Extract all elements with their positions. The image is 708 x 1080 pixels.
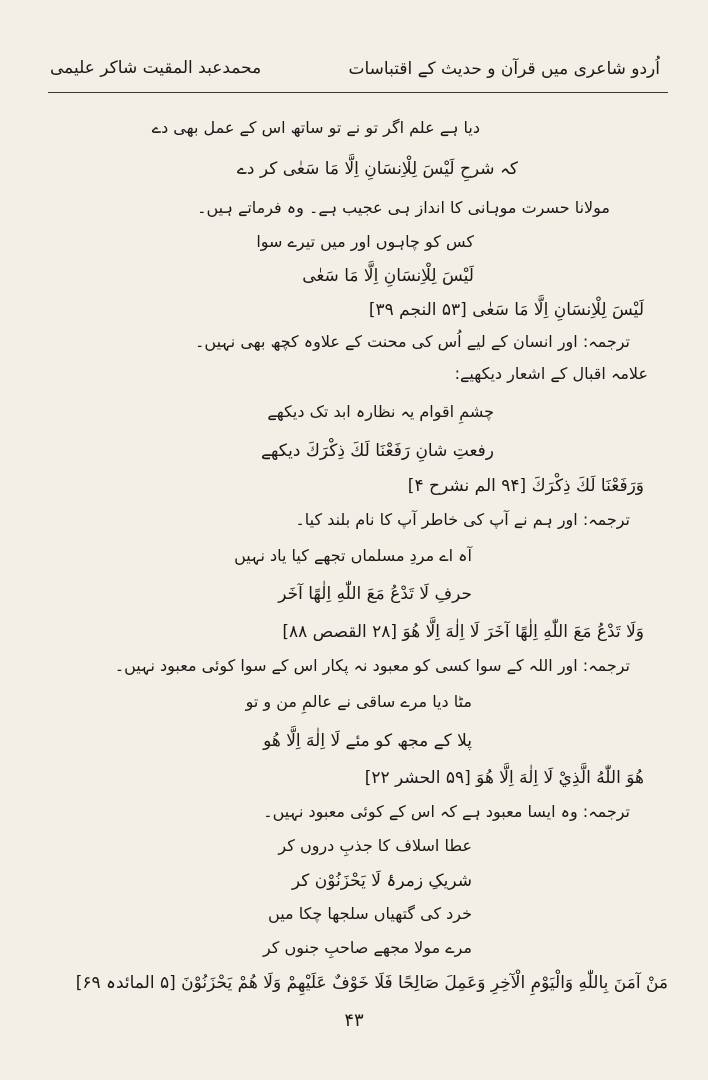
translation-line: ترجمہ: اور انسان کے لیے اُس کی محنت کے علاوہ کچھ بھی نہیں۔ bbox=[195, 332, 630, 351]
poem-line: خرد کی گتھیاں سلجھا چکا میں bbox=[268, 904, 472, 923]
translation-line: ترجمہ: اور ہم نے آپ کی خاطر آپ کا نام بلند کیا۔ bbox=[295, 510, 630, 529]
poem-line: چشمِ اقوام یہ نظارہ ابد تک دیکھے bbox=[267, 402, 494, 421]
quran-reference: وَرَفَعْنَا لَكَ ذِكْرَكَ [۹۴ الم نشرح ۴] bbox=[407, 476, 644, 496]
header-rule bbox=[48, 92, 668, 93]
poem-line: کہ شرحِ لَيْسَ لِلْاِنسَانِ اِلَّا مَا سَعٰى کر دے bbox=[236, 159, 518, 179]
quran-reference: لَيْسَ لِلْاِنسَانِ اِلَّا مَا سَعٰى [۵۳ النجم ۳۹] bbox=[368, 300, 644, 320]
poem-line: پلا کے مجھ کو مئے لَا اِلٰهَ اِلَّا هُو bbox=[263, 731, 472, 751]
poem-line: حرفِ لَا تَدْعُ مَعَ اللّٰهِ اِلٰهًا آخَر bbox=[278, 584, 472, 604]
poem-line: لَيْسَ لِلْاِنسَانِ اِلَّا مَا سَعٰى bbox=[302, 266, 474, 286]
poem-line: رفعتِ شانِ رَفَعْنَا لَكَ ذِكْرَكَ دیکھے bbox=[260, 441, 494, 461]
translation-line: ترجمہ: اور اللہ کے سوا کسی کو معبود نہ پکار اس کے سوا کوئی معبود نہیں۔ bbox=[114, 656, 630, 675]
running-header bbox=[40, 52, 668, 88]
quran-reference: وَلَا تَدْعُ مَعَ اللّٰهِ اِلٰهًا آخَرَ لَا اِلٰهَ اِلَّا هُوَ [۲۸ القصص ۸۸] bbox=[282, 622, 644, 642]
page-number: ۴۳ bbox=[344, 1010, 364, 1031]
poem-line: عطا اسلاف کا جذبِ دروں کر bbox=[278, 836, 472, 855]
translation-line: ترجمہ: وہ ایسا معبود ہے کہ اس کے کوئی معبود نہیں۔ bbox=[263, 802, 630, 821]
quran-reference: مَنْ آمَنَ بِاللّٰهِ وَالْيَوْمِ الْآخِرِ وَعَمِلَ صَالِحًا فَلَا خَوْفٌ عَلَيْهِمْ وَلَا هُمْ يَحْزَنُوْنَ [۵ المائدہ ۶۹] bbox=[75, 973, 668, 993]
book-title: اُردو شاعری میں قرآن و حدیث کے اقتباسات bbox=[348, 59, 660, 79]
poem-line: آہ اے مردِ مسلماں تجھے کیا یاد نہیں bbox=[234, 546, 472, 565]
author-name: محمدعبد المقیت شاکر علیمی bbox=[50, 58, 262, 78]
quran-reference: هُوَ اللّٰهُ الَّذِيْ لَا اِلٰهَ اِلَّا هُوَ [۵۹ الحشر ۲۲] bbox=[364, 768, 644, 788]
prose-line: مولانا حسرت موہانی کا انداز ہی عجیب ہے۔ وہ فرماتے ہیں۔ bbox=[197, 198, 610, 217]
poem-line: مٹا دیا مرے ساقی نے عالمِ من و تو bbox=[245, 692, 472, 711]
poem-line: مرے مولا مجھے صاحبِ جنوں کر bbox=[262, 938, 472, 957]
poem-line: کس کو چاہوں اور میں تیرے سوا bbox=[256, 232, 474, 251]
poem-line: دیا ہے علم اگر تو نے تو ساتھ اس کے عمل بھی دے bbox=[151, 118, 480, 137]
prose-line: علامہ اقبال کے اشعار دیکھیے: bbox=[454, 364, 648, 383]
poem-line: شریکِ زمرۂ لَا یَحْزَنُوْن کر bbox=[291, 871, 472, 891]
